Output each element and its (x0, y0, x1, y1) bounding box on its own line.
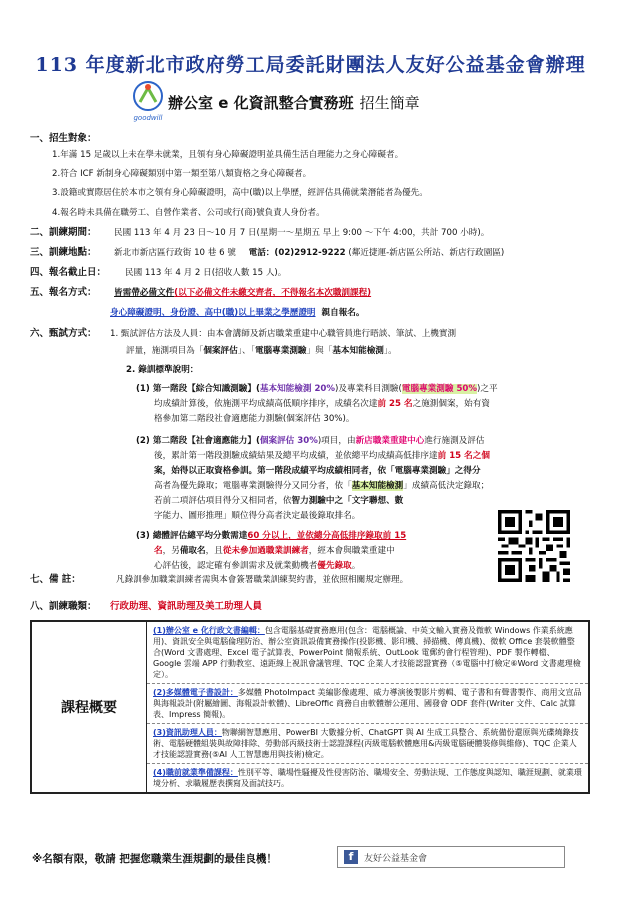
stage2-line2 (154, 450, 490, 462)
stage3-name: 名 (154, 546, 163, 556)
stage3-line3 (154, 560, 360, 572)
stage2-l4c: 」成績高低決定錄取； (403, 481, 490, 491)
address: 新北市新店區行政街 10 巷 6 號 (114, 248, 236, 258)
course-overview-table (30, 620, 590, 794)
s6-p1b-a: 評量，施測項目為「 (126, 346, 204, 356)
stage2-a: (2) 第二階段【社會適應能力】( (136, 436, 260, 446)
stage2-l5c: 中之「文字聯想、數 (325, 496, 404, 506)
facebook-icon: f (344, 850, 358, 864)
reg-warning: (以下必備文件未繳交齊者，不得報名本次職訓課程) (174, 288, 372, 298)
s6-p1b-sep2: 」與「 (306, 346, 333, 356)
course-block-4 (147, 763, 588, 792)
course-block-3-title: (3)資訊助理人員： (153, 728, 222, 737)
subtitle-tail: 招生簡章 (359, 94, 420, 112)
stage1-computer: 電腦專業測驗 50% (401, 384, 478, 394)
course-block-3-text: 物聯網智慧應用、PowerBI 大數據分析、ChatGPT 與 AI 生成工具整合、系統備份還原與光碟燒錄技術、電腦硬體組裝與故障排除、勞動部丙級技術士認證課程(丙級電腦軟體應用&丙級電腦硬體裝修與維修)、TQC 企業人才技能認證實務(⑤AI 人工智慧應用與技術)檢定。 (153, 728, 579, 759)
required-docs (110, 307, 365, 319)
qr-code-icon[interactable] (498, 510, 570, 582)
deadline: 民國 113 年 4 月 2 日(招收人數 15 人)。 (125, 268, 287, 278)
stage3-priority: 優先錄取 (317, 561, 352, 571)
s1-item-3: 3.設籍或實際居住於本市之領有身心障礙證明，高中(職)以上學歷，經評估具備就業潛能者為優先。 (52, 188, 428, 198)
course-block-2 (147, 683, 588, 723)
stage2-iq: 智力測驗 (291, 496, 326, 506)
course-blocks-cell (147, 621, 590, 793)
required-docs-list: 身心障礙證明、身份證、高中(職)以上畢業之學歷證明 (110, 308, 316, 318)
subtitle-main: 辦公室 e 化資訊整合實務班 (168, 94, 354, 112)
stage1-a: (1) 第一階段【綜合知識測驗】( (136, 384, 260, 394)
stage2-l5: 若前二項評估項目得分又相同者，依 (154, 496, 292, 506)
s6-item-computer: 電腦專業測驗 (254, 346, 307, 356)
phone-number[interactable]: (02)2912-9222 (274, 248, 346, 258)
s6-p1b (126, 345, 397, 357)
reg-docs-intro: 皆需帶必備文件 (114, 288, 175, 298)
section-8-heading: 八、訓練職類： (30, 601, 97, 612)
stage3-a: (3) 總體評估總平均分數需達 (136, 531, 248, 541)
stage3-l2b: ，另 (162, 546, 180, 556)
course-block-3 (147, 723, 588, 763)
s6-p1: 1. 甄試評估方法及人員：由本會講師及新店職業重建中心職管員進行晤談、筆試、上機實測 (110, 329, 457, 339)
stage3-line2 (154, 545, 395, 557)
s6-p2: 2. 錄訓標準說明： (126, 365, 199, 375)
stage2-l4: 高者為優先錄取；電腦專業測驗得分又同分者，依「 (154, 481, 352, 491)
section-4-heading: 四、報名截止日： (30, 267, 107, 278)
section-7-heading: 七、備 註： (30, 574, 81, 585)
stage3-l3c: 。 (351, 561, 361, 571)
course-block-1-title: (1)辦公室 e 化行政文書編輯： (153, 626, 265, 635)
stage1-l2c: 之施測個案，始有資 (412, 399, 490, 409)
s6-p1b-sep1: 」、「 (237, 346, 255, 356)
stage2-l2: 後，累計第一階段測驗成績結果及總平均成績，並依總平均成績高低排序達 (154, 451, 438, 461)
stage3-waitlist: 備取名 (179, 546, 206, 556)
course-block-2-title: (2)多媒體電子書設計： (153, 688, 238, 697)
course-block-1-text: 包含電腦基礎實務應用(包含：電腦概論、中英文輸入實務及微軟 Windows 作業系統應用)、資訊安全與電腦倫理防治、辦公室資訊設備實務操作(投影機、影印機、掃描機、傳真機)、微軟 Office 套裝軟體整合(Word 文書處理、Excel 電子試算表、PowerPoint 簡報系統、OutLook 電郵約會行程管理)、PDF 製作轉檔、Google 雲端 APP 行動教室、遠距線上視訊會議管理、TQC 企業人才技能認證實務（⑤電腦中打檢定⑥Word 文書處理檢定）。 (153, 626, 581, 679)
stage1-e: )之平 (477, 384, 498, 394)
course-block-4-title: (4)職前就業準備課程： (153, 768, 238, 777)
stage2-center: 新店職業重建中心 (355, 436, 425, 446)
section-5-heading: 五、報名方式： (30, 287, 97, 298)
stage2-line3: 案，始得以正取資格參訓。第一階段成績平均成績相同者，依「電腦專業測驗」之得分 (154, 466, 481, 476)
stage2-c: )項目，由 (317, 436, 356, 446)
section-1-heading: 一、招生對象： (30, 133, 97, 144)
training-category-text: 行政助理、資訊助理及美工助理人員 (110, 601, 263, 612)
stage1-line3: 格參加第二階段社會適應能力測驗(個案評估 30%)。 (154, 414, 355, 424)
stage1-line1 (136, 383, 498, 395)
page-title: 113 年度新北市政府勞工局委託財團法人友好公益基金會辦理 (35, 54, 586, 76)
stage2-line6: 字能力、圖形推理」順位得分高者決定最後錄取排名。 (154, 511, 361, 521)
section-6-heading: 六、甄試方式： (30, 328, 97, 339)
stage2-top15: 前 15 名之個 (437, 451, 490, 461)
s6-p1b-end: 」。 (383, 346, 397, 356)
phone-label: 電話： (248, 248, 275, 258)
stage1-top25: 前 25 名 (377, 399, 413, 409)
footer-note: ※名額有限，敬請 把握您職業生涯規劃的最佳良機！ (32, 853, 277, 865)
stage2-case: 個案評估 30% (259, 436, 318, 446)
stage2-basic: 基本知能檢測 (351, 481, 404, 491)
stage3-l2d: ，且 (205, 546, 223, 556)
s1-item-2: 2.符合 ICF 新制身心障礙類別中第一類至第八類資格之身心障礙者。 (52, 169, 312, 179)
s6-item-basic: 基本知能檢測 (332, 346, 384, 356)
location-note: (鄰近捷運-新店區公所站、新店行政園區) (348, 248, 505, 258)
course-block-4-text: 性別平等、職場性騷擾及性侵害防治、職場安全、勞動法規、工作態度與認知、職涯規劃、就業環境分析、求職履歷表撰寫及面試技巧。 (153, 768, 582, 788)
stage1-line2 (154, 398, 490, 410)
section-2-heading: 二、訓練期間： (30, 227, 97, 238)
facebook-page-name: 友好公益基金會 (364, 853, 428, 864)
course-block-2-text: 多媒體 PhotoImpact 美編影像處理、威力導演後製影片剪輯、電子書和有聲書製作、商用文宣品與海報設計(附屬繪圖、海報設計軟體)、LibreOffic 商務自由軟體辦公運用、國發會 ODF 套件(Writer 文件、Calc 試算表、Impress 簡報)。 (153, 688, 582, 719)
stage2-line4 (154, 480, 489, 492)
stage3-line1 (136, 530, 406, 542)
course-block-1 (147, 622, 588, 683)
stage2-line1 (136, 435, 485, 447)
required-docs-tail: 親自報名。 (321, 308, 365, 318)
s1-item-1: 1.年滿 15 足歲以上未在學未就業，且領有身心障礙證明並具備生活自理能力之身心障礙者。 (52, 150, 404, 160)
stage3-threshold: 60 分以上，並依總分高低排序錄取前 15 (247, 531, 407, 541)
svg-text:goodwill: goodwill (133, 114, 163, 122)
stage1-basic: 基本知能檢測 20% (259, 384, 336, 394)
stage3-l2f: ，經本會與職業重建中 (308, 546, 395, 556)
s6-item-case: 個案評估 (203, 346, 238, 356)
training-location (114, 247, 504, 259)
stage3-l3: 心評估後，認定確有參訓需求及就業動機者 (154, 561, 318, 571)
remark: 凡錄訓參加職業訓練者需與本會簽署職業訓練契約書，並依照相關規定辦理。 (116, 575, 409, 585)
stage2-e: 進行施測及評估 (424, 436, 485, 446)
stage1-l2: 均成績計算後，依施測平均成績高低順序排序，成績名次達 (154, 399, 378, 409)
goodwill-logo (130, 80, 166, 124)
stage2-line5 (154, 495, 403, 507)
course-overview-label: 課程概要 (31, 621, 147, 793)
stage3-never-trained: 從未參加過職業訓練者 (222, 546, 309, 556)
training-period: 民國 113 年 4 月 23 日～10 月 7 日(星期一～星期五 早上 9:00 ～下午 4:00，共計 700 小時)。 (114, 228, 490, 238)
registration-method (114, 287, 371, 299)
page-subtitle (168, 92, 420, 113)
facebook-link[interactable] (337, 846, 565, 868)
s1-item-4: 4.報名時未具備在職勞工、自營作業者、公司或行(商)號負責人身份者。 (52, 208, 325, 218)
training-category (110, 601, 262, 613)
section-3-heading: 三、訓練地點： (30, 247, 97, 258)
stage1-c: )及專業科目測驗( (335, 384, 402, 394)
